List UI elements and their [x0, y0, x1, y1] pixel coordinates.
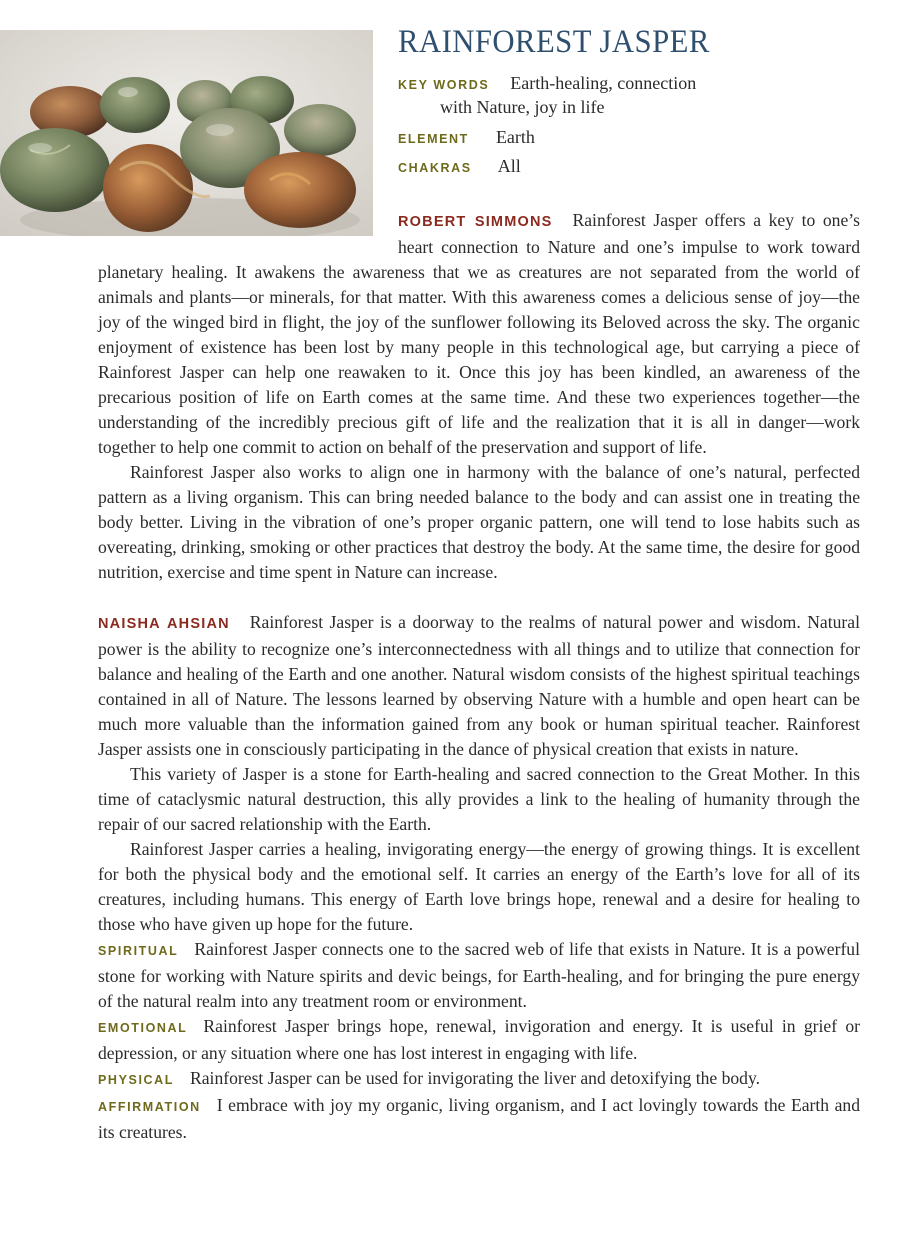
article-body: [98, 208, 860, 1145]
spiritual-label: SPIRITUAL: [98, 944, 179, 958]
element-label: ELEMENT: [398, 132, 469, 146]
spiritual-text: Rainforest Jasper connects one to the sacred web of life that exists in Nature. It is a powerful stone for working with Nature spirits and devic beings, for Earth-healing, and for bringing the pure energy of the natural realm into any treatment room or environment.: [98, 939, 860, 1011]
chakras-row: [398, 154, 521, 181]
element-value: Earth: [495, 127, 535, 147]
emotional-section: [98, 1014, 860, 1066]
ahsian-paragraph-1: [98, 610, 860, 762]
chakras-value: All: [497, 156, 521, 176]
keywords-value-continued: with Nature, joy in life: [440, 97, 605, 117]
affirmation-text: I embrace with joy my organic, living organism, and I act lovingly towards the Earth and its creatures.: [98, 1095, 860, 1142]
image-wrap-spacer: [98, 208, 398, 258]
physical-label: PHYSICAL: [98, 1073, 175, 1087]
physical-section: [98, 1066, 860, 1093]
spiritual-section: [98, 937, 860, 1014]
emotional-label: EMOTIONAL: [98, 1021, 188, 1035]
keywords-value: Earth-healing, connection: [510, 73, 697, 93]
keywords-label: KEY WORDS: [398, 78, 490, 92]
emotional-text: Rainforest Jasper brings hope, renewal, invigoration and energy. It is useful in grief or depression, or any situation where one has lost interest in engaging with life.: [98, 1016, 860, 1063]
stones-photo: [0, 30, 373, 236]
author-robert-simmons: ROBERT SIMMONS: [398, 214, 553, 230]
affirmation-label: AFFIRMATION: [98, 1100, 201, 1114]
simmons-text-1: Rainforest Jasper offers a key to one’s heart connection to Nature and one’s impulse to work toward planetary healing. It awakens the awareness that we as creatures are not separated from the world of animals and plants—or minerals, for that matter. With this awareness comes a delicious sense of joy—the joy of the winged bird in flight, the joy of the sunflower following its Beloved across the sky. The organic enjoyment of existence has been lost by many people in this technological age, but carrying a piece of Rainforest Jasper can help one reawaken to it. Once this joy has been kindled, an awareness of the precarious position of life on Earth comes at the same time. And these two experiences together—the understanding of the incredibly precious gift of life and the realization that it is all in danger—work together to help one commit to action on behalf of the preservation and support of life.: [98, 210, 860, 457]
chakras-label: CHAKRAS: [398, 161, 472, 175]
rainforest-jasper-stones-image: [0, 30, 373, 236]
ahsian-paragraph-3: Rainforest Jasper carries a healing, invigorating energy—the energy of growing things. It is excellent for both the physical body and the emotional self. It carries an energy of the Earth’s love for all of its creatures, including humans. This energy of Earth love brings hope, renewal and a desire for healing to those who have given up hope for the future.: [98, 839, 860, 934]
keywords-row: [398, 71, 696, 98]
physical-text: Rainforest Jasper can be used for invigorating the liver and detoxifying the body.: [190, 1068, 761, 1088]
author-naisha-ahsian: NAISHA AHSIAN: [98, 616, 230, 632]
element-row: [398, 125, 535, 152]
stone-title: RAINFOREST JASPER: [398, 24, 710, 60]
simmons-paragraph-2: Rainforest Jasper also works to align one in harmony with the balance of one’s natural, perfected pattern as a living organism. This can bring needed balance to the body and can assist one in treating the body better. Living in the vibration of one’s proper organic pattern, one will tend to lose habits such as overeating, drinking, smoking or other practices that destroy the body. At the same time, the desire for good nutrition, exercise and time spent in Nature can increase.: [98, 462, 860, 582]
ahsian-paragraph-2: This variety of Jasper is a stone for Earth-healing and sacred connection to the Great Mother. In this time of cataclysmic natural destruction, this ally provides a link to the healing of humanity through the repair of our sacred relationship with the Earth.: [98, 764, 860, 834]
affirmation-section: [98, 1093, 860, 1145]
ahsian-text-1: Rainforest Jasper is a doorway to the realms of natural power and wisdom. Natural power is the ability to recognize one’s interconnectedness with all things and to utilize that connection for balance and healing of the Earth and one another. Natural wisdom consists of the highest spiritual teachings contained in all of Nature. The lessons learned by observing Nature with a humble and open heart can be much more valuable than the information gained from any book or human spiritual teacher. Rainforest Jasper assists one in consciously participating in the dance of physical creation that exists in nature.: [98, 612, 860, 759]
